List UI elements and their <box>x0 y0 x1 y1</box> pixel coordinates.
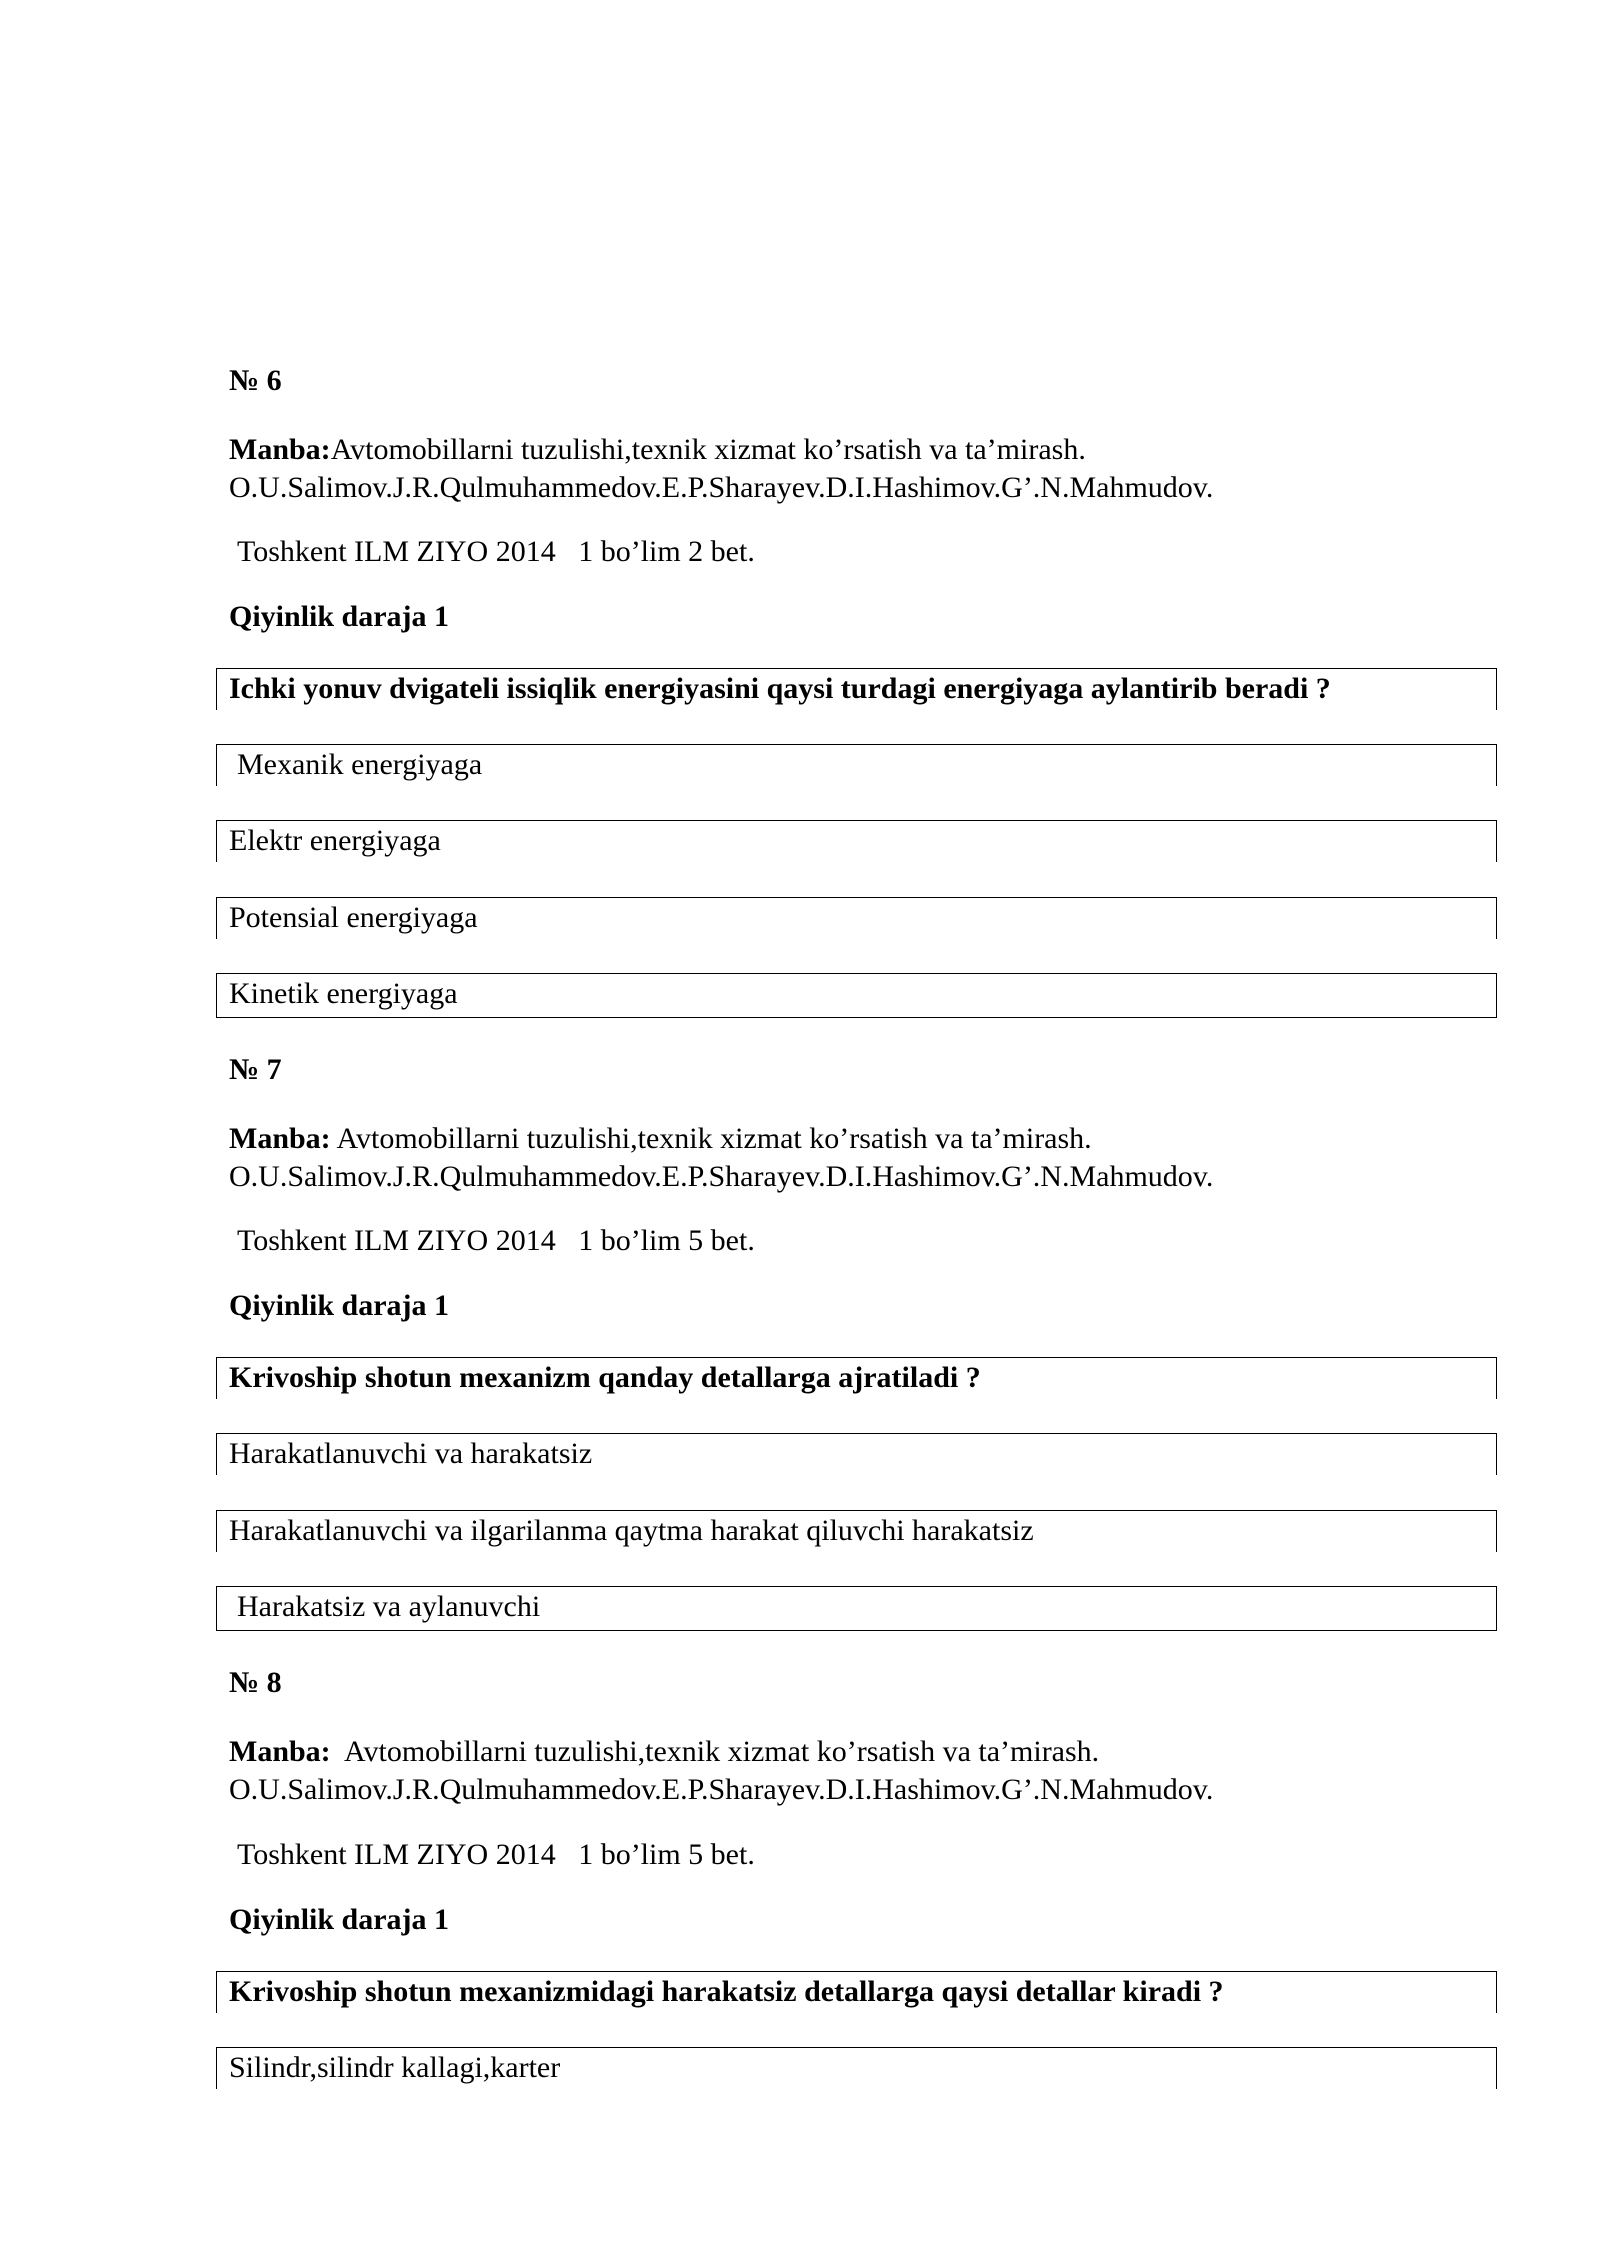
source-reference <box>229 1733 1213 1809</box>
source-location: Toshkent ILM ZIYO 2014 1 bo’lim 5 bet. <box>237 1838 755 1871</box>
answer-option <box>216 2047 1497 2089</box>
answer-text: Kinetik energiyaga <box>229 977 458 1010</box>
question-text: Krivoship shotun mexanizm qanday detallarga ajratiladi ? <box>229 1361 981 1394</box>
difficulty-level: Qiyinlik daraja 1 <box>229 1903 450 1936</box>
question-number: № 7 <box>229 1053 282 1086</box>
difficulty-level: Qiyinlik daraja 1 <box>229 1289 450 1322</box>
question-box <box>216 1357 1497 1399</box>
answer-text: Potensial energiyaga <box>229 901 478 934</box>
source-location: Toshkent ILM ZIYO 2014 1 bo’lim 5 bet. <box>237 1224 755 1257</box>
question-box <box>216 1971 1497 2013</box>
answer-option <box>216 897 1497 939</box>
answer-text: Harakatsiz va aylanuvchi <box>237 1590 541 1623</box>
answer-text: Elektr energiyaga <box>229 824 441 857</box>
answer-option <box>216 973 1497 1018</box>
source-authors: O.U.Salimov.J.R.Qulmuhammedov.E.P.Sharayev.D.I.Hashimov.G’.N.Mahmudov. <box>229 1160 1214 1193</box>
answer-option <box>216 1510 1497 1552</box>
answer-option <box>216 820 1497 862</box>
source-reference <box>229 431 1213 507</box>
question-text: Ichki yonuv dvigateli issiqlik energiyasini qaysi turdagi energiyaga aylantirib beradi ? <box>229 672 1331 705</box>
answer-text: Mexanik energiyaga <box>237 748 483 781</box>
answer-option <box>216 1433 1497 1475</box>
source-title: Avtomobillarni tuzulishi,texnik xizmat ko’rsatish va ta’mirash. <box>336 1122 1092 1155</box>
source-label: Manba: <box>229 1122 331 1155</box>
source-title: Avtomobillarni tuzulishi,texnik xizmat ko’rsatish va ta’mirash. <box>344 1735 1100 1768</box>
question-number: № 6 <box>229 364 282 397</box>
source-label: Manba: <box>229 1735 331 1768</box>
difficulty-level: Qiyinlik daraja 1 <box>229 600 450 633</box>
source-title: Avtomobillarni tuzulishi,texnik xizmat ko’rsatish va ta’mirash. <box>330 433 1086 466</box>
answer-option <box>216 1586 1497 1631</box>
question-box <box>216 668 1497 710</box>
source-reference <box>229 1120 1213 1196</box>
source-label: Manba: <box>229 433 331 466</box>
source-location: Toshkent ILM ZIYO 2014 1 bo’lim 2 bet. <box>237 535 755 568</box>
answer-option <box>216 744 1497 786</box>
question-text: Krivoship shotun mexanizmidagi harakatsiz detallarga qaysi detallar kiradi ? <box>229 1975 1224 2008</box>
question-number: № 8 <box>229 1666 282 1699</box>
answer-text: Harakatlanuvchi va harakatsiz <box>229 1437 593 1470</box>
source-authors: O.U.Salimov.J.R.Qulmuhammedov.E.P.Sharayev.D.I.Hashimov.G’.N.Mahmudov. <box>229 471 1214 504</box>
answer-text: Harakatlanuvchi va ilgarilanma qaytma harakat qiluvchi harakatsiz <box>229 1514 1034 1547</box>
source-authors: O.U.Salimov.J.R.Qulmuhammedov.E.P.Sharayev.D.I.Hashimov.G’.N.Mahmudov. <box>229 1773 1214 1806</box>
answer-text: Silindr,silindr kallagi,karter <box>229 2051 561 2084</box>
